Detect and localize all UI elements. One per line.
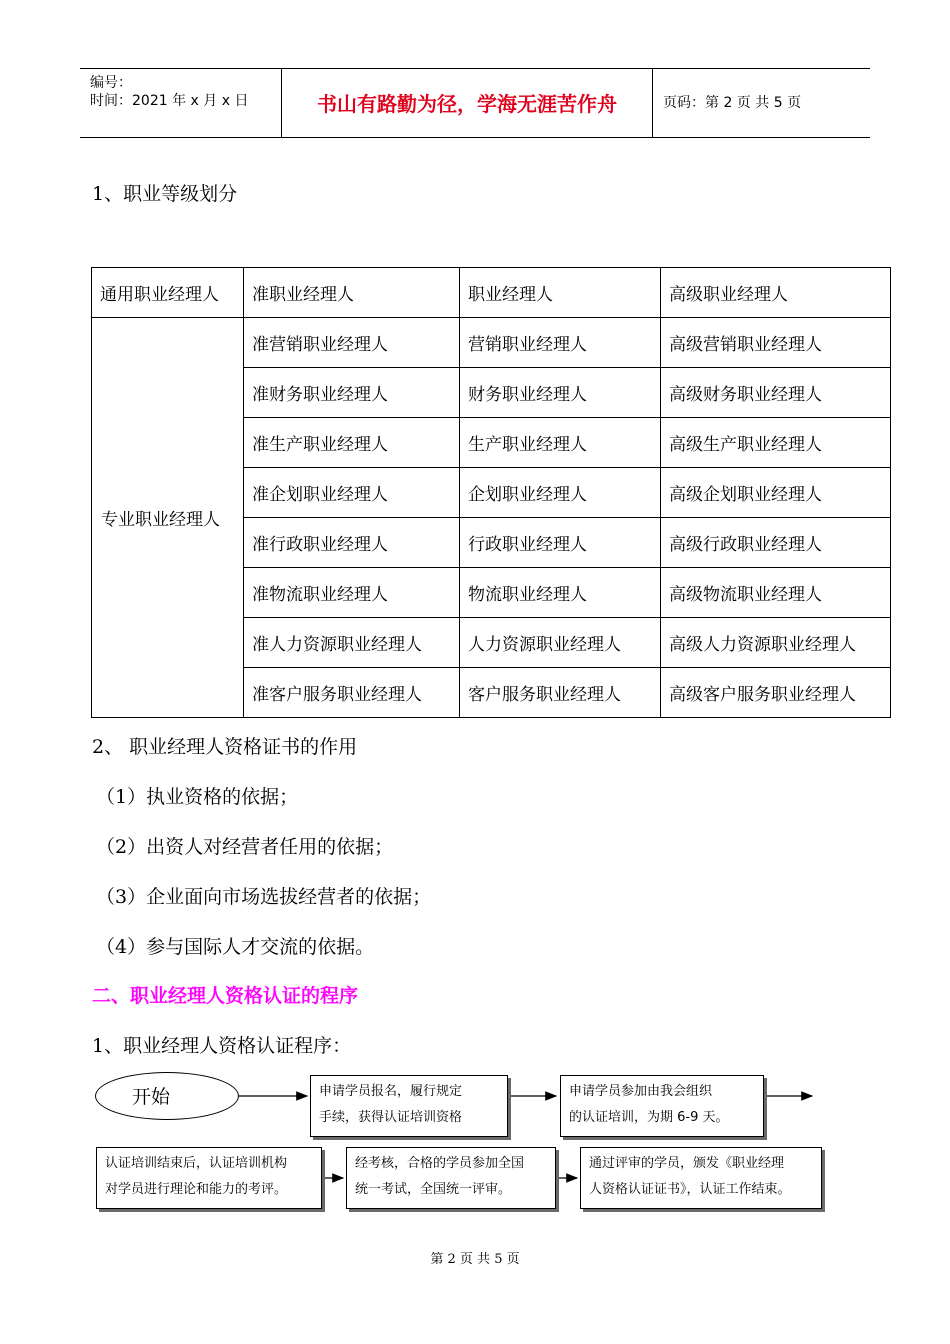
flow-box-register <box>310 1075 508 1137</box>
time-label: 时间：2021 年 x 月 x 日 <box>90 93 249 109</box>
list-item: （3）企业面向市场选拔经营者的依据； <box>96 886 432 908</box>
section1-title: 1、职业等级划分 <box>92 183 238 205</box>
header-right-cell <box>653 69 870 137</box>
section2-title: 2、 职业经理人资格证书的作用 <box>92 736 358 758</box>
table-header-row <box>92 268 891 318</box>
list-item: （1）执业资格的依据； <box>96 786 299 808</box>
table-header-cell: 职业经理人 <box>460 268 661 318</box>
table-cell: 准生产职业经理人 <box>244 418 460 468</box>
flow-start-node <box>95 1072 239 1120</box>
table-header-cell: 准职业经理人 <box>244 268 460 318</box>
table-header-cell: 通用职业经理人 <box>92 268 244 318</box>
table-cell: 准财务职业经理人 <box>244 368 460 418</box>
table-cell: 营销职业经理人 <box>460 318 661 368</box>
table-cell: 高级生产职业经理人 <box>661 418 891 468</box>
flow-box-line: 通过评审的学员，颁发《职业经理 <box>589 1156 785 1171</box>
table-cell: 客户服务职业经理人 <box>460 668 661 718</box>
table-cell: 人力资源职业经理人 <box>460 618 661 668</box>
flow-box-certificate <box>580 1147 822 1209</box>
motto: 书山有路勤为径，学海无涯苦作舟 <box>317 92 617 116</box>
table-cell: 准行政职业经理人 <box>244 518 460 568</box>
table-cell: 高级企划职业经理人 <box>661 468 891 518</box>
flow-box-line: 申请学员报名，履行规定 <box>319 1084 463 1099</box>
flow-box-line: 手续，获得认证培训资格 <box>319 1110 463 1125</box>
header-left-cell <box>80 69 280 137</box>
table-cell: 企划职业经理人 <box>460 468 661 518</box>
table-cell: 准客户服务职业经理人 <box>244 668 460 718</box>
table-cell: 准人力资源职业经理人 <box>244 618 460 668</box>
section3-title: 1、职业经理人资格认证程序： <box>92 1035 352 1057</box>
flow-box-line: 经考核，合格的学员参加全国 <box>355 1156 525 1171</box>
number-label: 编号： <box>90 75 132 91</box>
table-row <box>92 318 891 368</box>
heading-2: 二、职业经理人资格认证的程序 <box>92 985 359 1007</box>
flow-box-line: 申请学员参加由我会组织 <box>569 1084 713 1099</box>
table-cell: 高级行政职业经理人 <box>661 518 891 568</box>
table-cell: 高级财务职业经理人 <box>661 368 891 418</box>
flow-start-label: 开始 <box>132 1086 171 1108</box>
table-cell: 高级物流职业经理人 <box>661 568 891 618</box>
flow-box-line: 的认证培训，为期 6-9 天。 <box>569 1110 729 1125</box>
flow-box-line: 对学员进行理论和能力的考评。 <box>105 1182 288 1197</box>
table-row-head: 专业职业经理人 <box>92 318 244 718</box>
table-cell: 高级营销职业经理人 <box>661 318 891 368</box>
page-footer: 第 2 页 共 5 页 <box>430 1252 520 1267</box>
page-header <box>80 68 870 138</box>
flow-box-line: 认证培训结束后，认证培训机构 <box>105 1156 288 1171</box>
table-cell: 准企划职业经理人 <box>244 468 460 518</box>
table-cell: 准营销职业经理人 <box>244 318 460 368</box>
table-cell: 高级客户服务职业经理人 <box>661 668 891 718</box>
flow-box-line: 统一考试，全国统一评审。 <box>355 1182 512 1197</box>
grade-table <box>91 267 891 718</box>
table-cell: 高级人力资源职业经理人 <box>661 618 891 668</box>
flow-box-line: 人资格认证证书》，认证工作结束。 <box>589 1182 791 1197</box>
table-cell: 财务职业经理人 <box>460 368 661 418</box>
table-cell: 行政职业经理人 <box>460 518 661 568</box>
list-item: （4）参与国际人才交流的依据。 <box>96 936 375 958</box>
flow-box-training <box>560 1075 764 1137</box>
table-cell: 物流职业经理人 <box>460 568 661 618</box>
table-header-cell: 高级职业经理人 <box>661 268 891 318</box>
flow-box-exam <box>346 1147 556 1209</box>
page-label: 页码：第 2 页 共 5 页 <box>663 95 802 111</box>
flow-box-evaluation <box>96 1147 322 1209</box>
list-item: （2）出资人对经营者任用的依据； <box>96 836 394 858</box>
header-center-cell <box>281 69 653 137</box>
table-cell: 准物流职业经理人 <box>244 568 460 618</box>
table-cell: 生产职业经理人 <box>460 418 661 468</box>
